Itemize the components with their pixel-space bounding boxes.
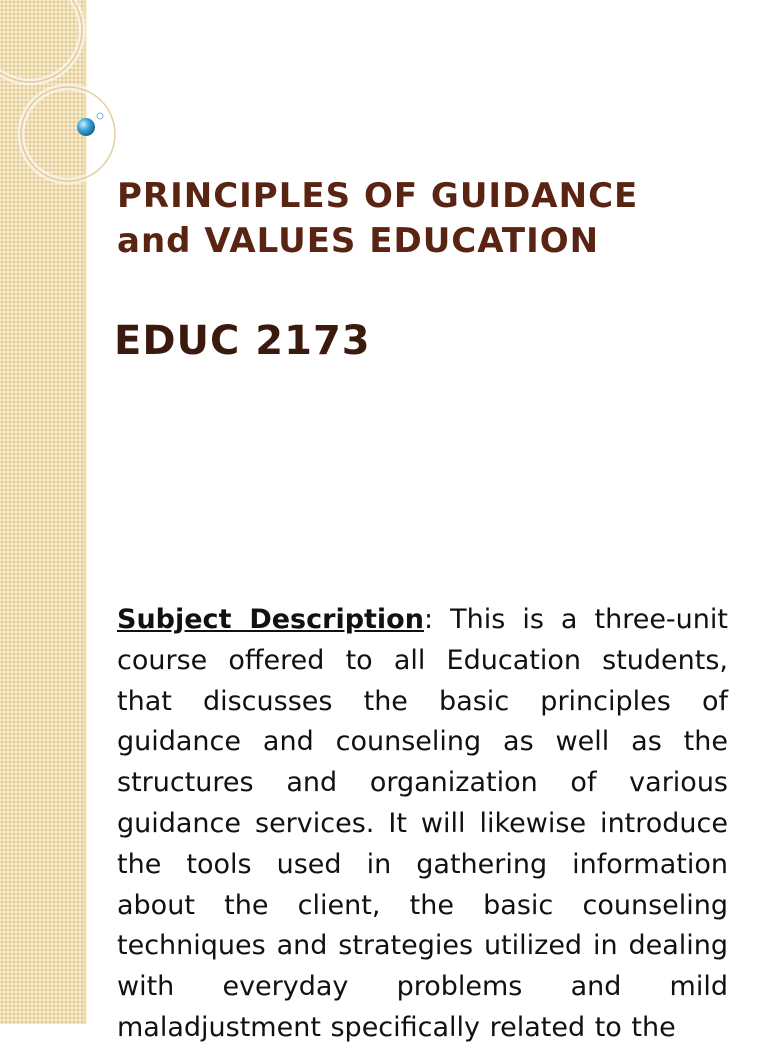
title-line-1: PRINCIPLES OF GUIDANCE [117,176,639,216]
title-line-2: and VALUES EDUCATION [117,221,600,261]
circle-ring-icon [0,0,115,181]
description-text: This is a three-unit course offered to all Education students, that discusses the basic principles of guidance and counseling as well as the structures and organization of various guidance services. It will likewise introduce the tools used in gathering information about the client, the basic counseling techniques and strategies utilized in dealing with everyday problems and mild maladjustment specifically related to the [117,604,728,1043]
blue-bead-icon [77,113,103,136]
slide-title [117,174,728,264]
description-separator: : [423,604,434,635]
subject-description-label: Subject Description [117,604,424,635]
course-code: EDUC 2173 [114,318,371,364]
subject-description [117,600,728,1049]
slide-content [114,0,728,1043]
